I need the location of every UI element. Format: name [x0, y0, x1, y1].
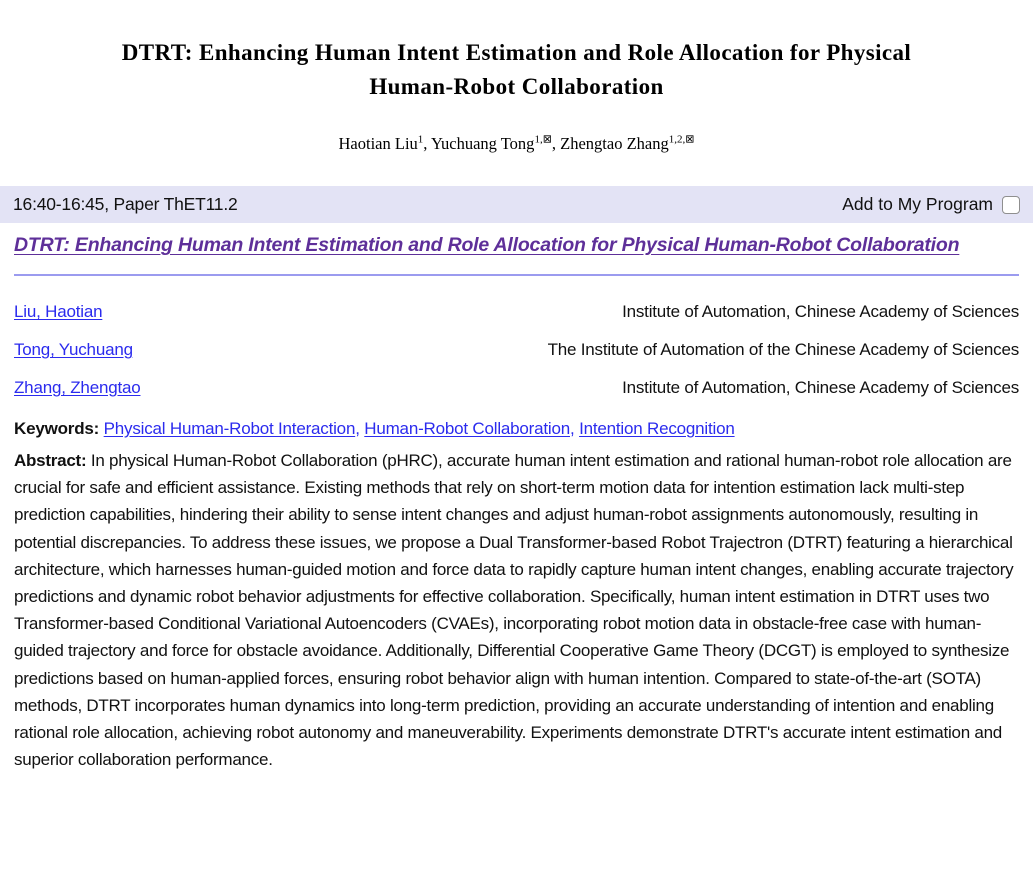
- paper-title-heading: DTRT: Enhancing Human Intent Estimation and Role Allocation for Physical Human-Robot Collaboration: [121, 40, 912, 99]
- author-row: [14, 336, 1019, 363]
- add-to-program-label: Add to My Program: [842, 194, 993, 214]
- author-row: [14, 298, 1019, 325]
- author-affiliation: Institute of Automation, Chinese Academy of Sciences: [622, 378, 1019, 397]
- author-link[interactable]: Tong, Yuchuang: [14, 340, 133, 359]
- keyword-link[interactable]: Intention Recognition: [579, 419, 735, 438]
- keyword-link[interactable]: Physical Human-Robot Interaction: [103, 419, 356, 438]
- keyword-link[interactable]: Human-Robot Collaboration: [364, 419, 570, 438]
- authors-heading: Haotian Liu$^1$, Yuchuang Tong$^{1,⊠}$, Zhengtao Zhang$^{1,2,⊠}$: [338, 133, 695, 153]
- keywords-label: Keywords:: [14, 419, 100, 438]
- session-bar: [0, 186, 1033, 223]
- paper-link-row: [0, 223, 1033, 257]
- author-link[interactable]: Liu, Haotian: [14, 302, 103, 321]
- paper-header: [0, 0, 1033, 154]
- divider-rule: [14, 274, 1019, 276]
- author-affiliation: The Institute of Automation of the Chinese Academy of Sciences: [547, 340, 1019, 359]
- add-to-program-checkbox[interactable]: [1002, 196, 1020, 214]
- author-affiliation: Institute of Automation, Chinese Academy of Sciences: [622, 302, 1019, 321]
- authors-table: [14, 298, 1019, 401]
- add-to-program: [842, 194, 1020, 215]
- abstract-text: In physical Human-Robot Collaboration (pHRC), accurate human intent estimation and rational human-robot role allocation are crucial for safe and efficient assistance. Existing methods that rely on short-term motion data for intention estimation lack multi-step prediction capabilities, hindering their ability to sense intent changes and adjust human-robot assignments autonomously, resulting in potential discrepancies. To address these issues, we propose a Dual Transformer-based Robot Trajectron (DTRT) featuring a hierarchical architecture, which harnesses human-guided motion and force data to rapidly capture human intent changes, enabling accurate trajectory predictions and dynamic robot behavior adjustments for effective collaboration. Specifically, human intent estimation in DTRT uses two Transformer-based Conditional Variational Autoencoders (CVAEs), incorporating robot motion data in obstacle-free case with human-guided trajectory and force for obstacle avoidance. Additionally, Differential Cooperative Game Theory (DCGT) is employed to synthesize predictions based on human-applied forces, ensuring robot behavior align with human intention. Compared to state-of-the-art (SOTA) methods, DTRT incorporates human dynamics into long-term prediction, providing an accurate understanding of intention and enabling rational role allocation, achieving robot autonomy and maneuverability. Experiments demonstrate DTRT's accurate intent estimation and superior collaboration performance.: [14, 451, 1014, 770]
- author-link[interactable]: Zhang, Zhengtao: [14, 378, 141, 397]
- keyword-separator: ,: [570, 419, 575, 438]
- abstract-label: Abstract:: [14, 451, 87, 470]
- keyword-separator: ,: [355, 419, 360, 438]
- session-info: 16:40-16:45, Paper ThET11.2: [13, 194, 238, 214]
- abstract-paragraph: [14, 447, 1019, 773]
- keywords-links: [104, 419, 735, 438]
- keywords-row: [14, 415, 1019, 442]
- paper-title-link[interactable]: DTRT: Enhancing Human Intent Estimation and Role Allocation for Physical Human-Robot Collaboration: [14, 234, 960, 256]
- author-row: [14, 374, 1019, 401]
